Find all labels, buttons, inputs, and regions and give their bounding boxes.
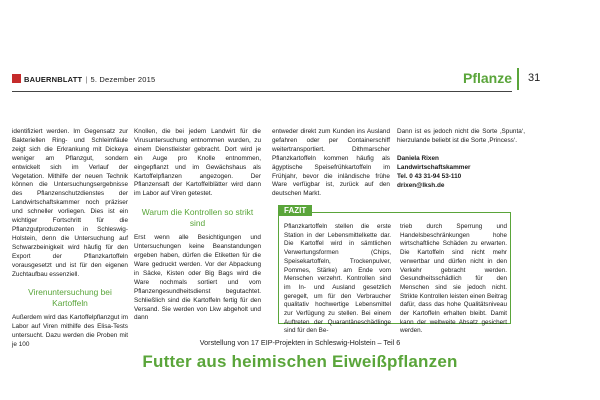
paragraph: Dann ist es jedoch nicht die Sorte ‚Spunta‘, hierzulande beliebt ist die Sorte ‚Princess‘.	[397, 128, 525, 144]
paragraph: Außerdem wird das Kartoffelpflanzgut im Labor auf Viren mithilfe des Elisa-Tests untersucht. Dazu werden die Proben mit je 100	[12, 314, 128, 349]
article-column-1	[12, 128, 128, 350]
subheading-strict-controls: Warum die Kontrollen so strikt sind	[141, 207, 254, 228]
article-column-2	[134, 128, 261, 323]
header-rule	[12, 91, 512, 92]
paragraph: Knollen, die bei jedem Landwirt für die Virusuntersuchung entnommen wurden, zu einem Dienstleister gebracht. Dort wird je ein Auge pro Knolle entnommen, eingepflanzt und im Gewächshaus als Kartoffelpflanzen angezogen. Der Pflanzensaft der Kartoffelblätter wird dann im Labor auf Viren getestet.	[134, 128, 261, 198]
fazit-text-right: trieb durch Sperrung und Handelsbeschränkungen hohe wirtschaftliche Schäden zu erwarten. Die Kartoffeln sind nicht mehr verwertbar und dürfen nicht in den Verkehr gebracht werden. Gesundheitsschädlich für den Menschen sind sie jedoch nicht. Strikte Kontrollen leisten einen Beitrag dafür, dass das hohe Qualitätsniveau der Kartoffeln erhalten bleibt. Damit kann der weltweite Absatz gesichert werden.	[400, 223, 507, 335]
paragraph: entweder direkt zum Kunden ins Ausland gefahren oder per Containerschiff weitertransportiert. Dithmarscher Pflanzkartoffeln kommen häufig als ägyptische Speisefrühkartoffeln im Frühjahr, bevor die inländische frühe Ware verfügbar ist, zurück auf den deutschen Markt.	[272, 128, 390, 198]
fazit-label: FAZIT	[278, 205, 312, 216]
article-column-3	[272, 128, 390, 199]
subheading-virus-test: Virenuntersuchung bei Kartoffeln	[28, 287, 112, 308]
fazit-text-left: Pflanzkartoffeln stellen die erste Station in der Lebensmittelkette dar. Die Kartoffel wird in sämtlichen Verwertungsformen (Chips, Speisekartoffeln, Trockenpulver, Pommes, Stärke) am Ende vom Menschen verzehrt. Kontrollen sind im In- und Ausland gesetzlich geregelt, um für den Verbraucher qualitativ hochwertige Lebensmittel zur Verfügung zu stellen. Bei einem Auftreten der Quarantäneschädlinge sind für den Be-	[284, 223, 391, 335]
issue-date: 5. Dezember 2015	[90, 75, 156, 84]
paragraph: Erst wenn alle Besichtigungen und Untersuchungen keine Beanstandungen ergeben haben, dürfen die Etiketten für die Ware gedruckt werden. Vor der Abpackung in Säcke, Kisten oder Big Bags wird die Ware nochmals sortiert und vom Pflanzengesundheitsdienst begutachtet. Schließlich sind die Kartoffeln fertig für den Versand. Sie werden von Lkw abgeholt und dann	[134, 234, 261, 322]
section-title: Pflanze	[462, 70, 512, 86]
author-email[interactable]: drixen@lksh.de	[397, 181, 445, 189]
author-organization: Landwirtschaftskammer	[397, 163, 471, 171]
series-caption: Vorstellung von 17 EIP-Projekten in Schleswig-Holstein – Teil 6	[199, 338, 401, 347]
author-name: Daniela Rixen	[397, 154, 439, 162]
publication-name: BAUERNBLATT	[24, 75, 83, 84]
author-contact	[397, 155, 525, 191]
header-separator: |	[85, 75, 88, 84]
section-divider	[517, 68, 519, 90]
publication-line	[12, 74, 155, 84]
next-article-title: Futter aus heimischen Eiweißpflanzen	[142, 352, 458, 371]
article-column-4	[397, 128, 525, 190]
fazit-box	[278, 206, 511, 335]
publication-logo-mark	[12, 74, 21, 83]
page-number: 31	[528, 72, 541, 84]
paragraph: identifiziert werden. Im Gegensatz zur Bakteriellen Ring- und Schleimfäule zeigt sich die Erkrankung mit Dickeya weniger am Pflanzgut, sondern entwickelt sich im Verlauf der Vegetation. Mithilfe der neuen Technik können die Untersuchungsergebnisse des Pflanzenschutzdienstes der Landwirtschaftskammer noch präziser und schneller vorliegen. Dies ist ein wichtiger Fortschritt für die Pflanzgutproduzenten in Schleswig-Holstein, denn die Untersuchung auf Schwarzbeinigkeit wird häufig für den Export der Pflanzkartoffeln vorausgesetzt und ist für den eigenen Zuchtaufbau essenziell.	[12, 128, 128, 278]
author-phone: Tel. 0 43 31-94 53-110	[397, 172, 462, 180]
page-header	[0, 68, 600, 92]
